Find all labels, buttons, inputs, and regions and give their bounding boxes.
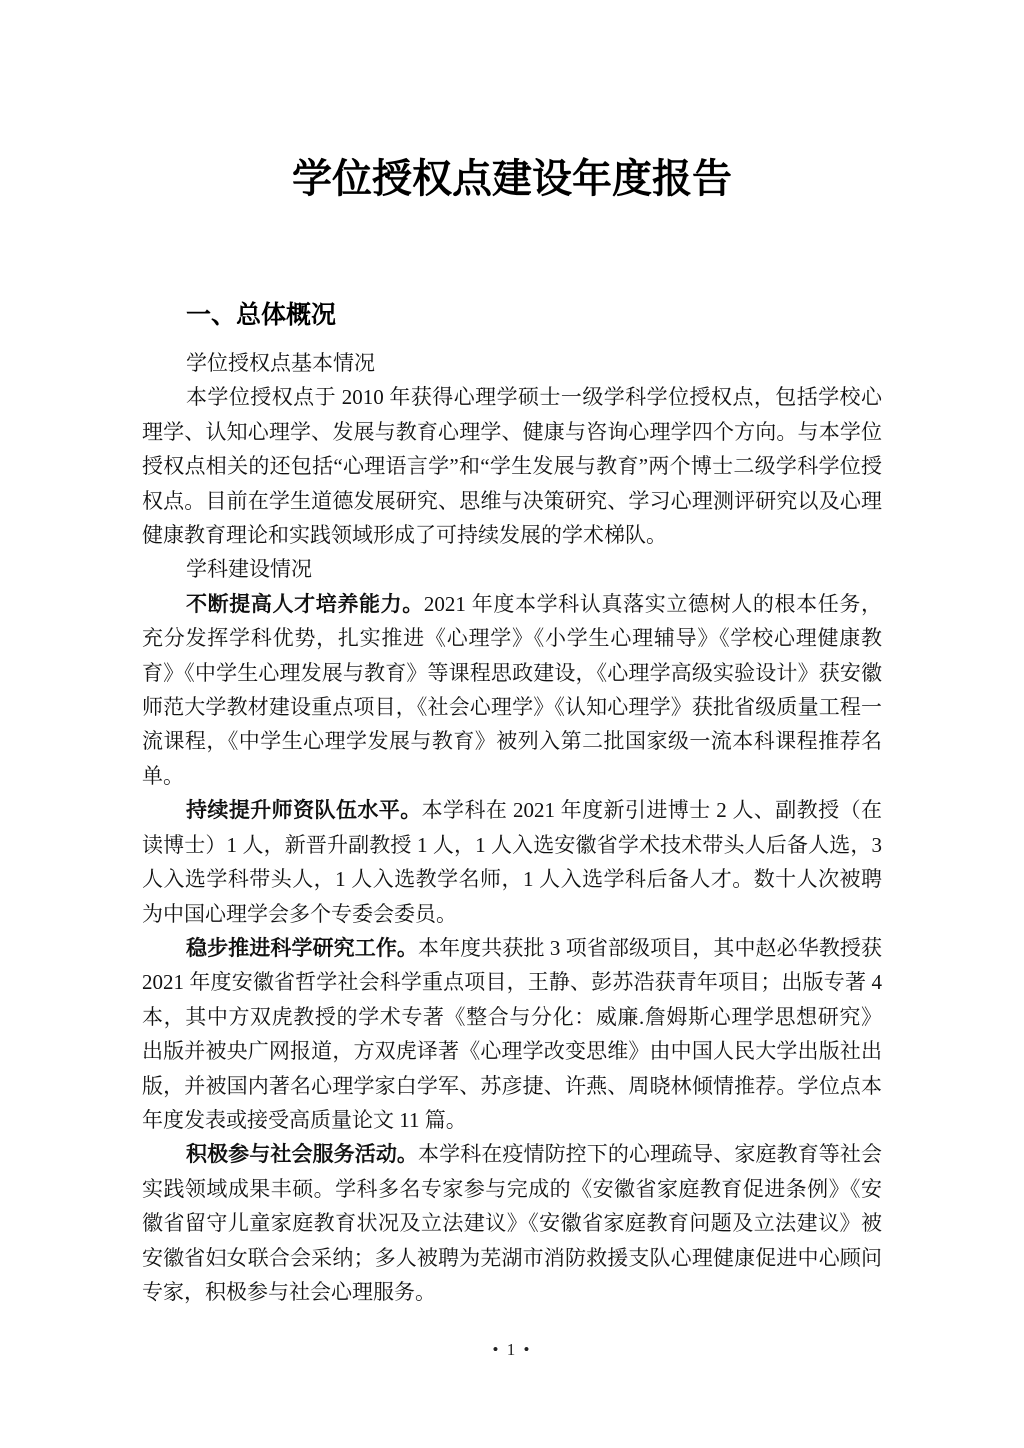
paragraph-faculty-team-lead: 持续提升师资队伍水平。 bbox=[186, 798, 422, 823]
paragraph-social-service-text: 本学科在疫情防控下的心理疏导、家庭教育等社会实践领域成果丰硕。学科多名专家参与完成的《安徽省家庭教育促进条例》《安徽省留守儿童家庭教育状况及立法建议》《安徽省家庭教育问题及立法建议》被安徽省妇女联合会采纳；多人被聘为芜湖市消防救援支队心理健康促进中心顾问专家，积极参与社会心理服务。 bbox=[142, 1142, 882, 1304]
paragraph-scientific-research bbox=[142, 931, 882, 1137]
paragraph-degree-point-overview: 本学位授权点于 2010 年获得心理学硕士一级学科学位授权点，包括学校心理学、认知心理学、发展与教育心理学、健康与咨询心理学四个方向。与本学位授权点相关的还包括“心理语言学”和“学生发展与教育”两个博士二级学科学位授权点。目前在学生道德发展研究、思维与决策研究、学习心理测评研究以及心理健康教育理论和实践领域形成了可持续发展的学术梯队。 bbox=[142, 385, 882, 548]
subheading-discipline-construction: 学科建设情况 bbox=[186, 557, 312, 582]
document-body bbox=[142, 346, 882, 1309]
subheading-degree-point-basics: 学位授权点基本情况 bbox=[186, 351, 375, 375]
paragraph-faculty-team-text: 本学科在 2021 年度新引进博士 2 人、副教授（在读博士）1 人，新晋升副教授 1 人，1 人入选安徽省学术技术带头人后备人选，3 人入选学科带头人，1 人入选教学名师，1 人入选学科后备人才。数十人次被聘为中国心理学会多个专委会委员。 bbox=[142, 798, 882, 926]
paragraph-talent-cultivation-lead: 不断提高人才培养能力。 bbox=[186, 591, 424, 616]
document-title: 学位授权点建设年度报告 bbox=[292, 156, 732, 201]
paragraph-talent-cultivation bbox=[142, 587, 882, 793]
paragraph-scientific-research-lead: 稳步推进科学研究工作。 bbox=[186, 935, 418, 960]
paragraph-scientific-research-text: 本年度共获批 3 项省部级项目，其中赵必华教授获 2021 年度安徽省哲学社会科学重点项目，王静、彭苏浩获青年项目；出版专著 4 本，其中方双虎教授的学术专著《整合与分化：威廉.詹姆斯心理学思想研究》出版并被央广网报道，方双虎译著《心理学改变思维》由中国人民大学出版社出版，并被国内著名心理学家白学军、苏彦捷、许燕、周晓林倾情推荐。学位点本年度发表或接受高质量论文 11 篇。 bbox=[142, 935, 882, 1132]
paragraph-social-service-lead: 积极参与社会服务活动。 bbox=[186, 1142, 419, 1167]
paragraph-social-service bbox=[142, 1137, 882, 1309]
section-heading-overview: 一、总体概况 bbox=[186, 301, 337, 329]
paragraph-faculty-team bbox=[142, 793, 882, 931]
page-number: • 1 • bbox=[492, 1340, 532, 1359]
paragraph-talent-cultivation-text: 2021 年度本学科认真落实立德树人的根本任务，充分发挥学科优势，扎实推进《心理学》《小学生心理辅导》《学校心理健康教育》《中学生心理发展与教育》等课程思政建设，《心理学高级实验设计》获安徽师范大学教材建设重点项目，《社会心理学》《认知心理学》获批省级质量工程一流课程，《中学生心理学发展与教育》被列入第二批国家级一流本科课程推荐名单。 bbox=[142, 591, 882, 788]
